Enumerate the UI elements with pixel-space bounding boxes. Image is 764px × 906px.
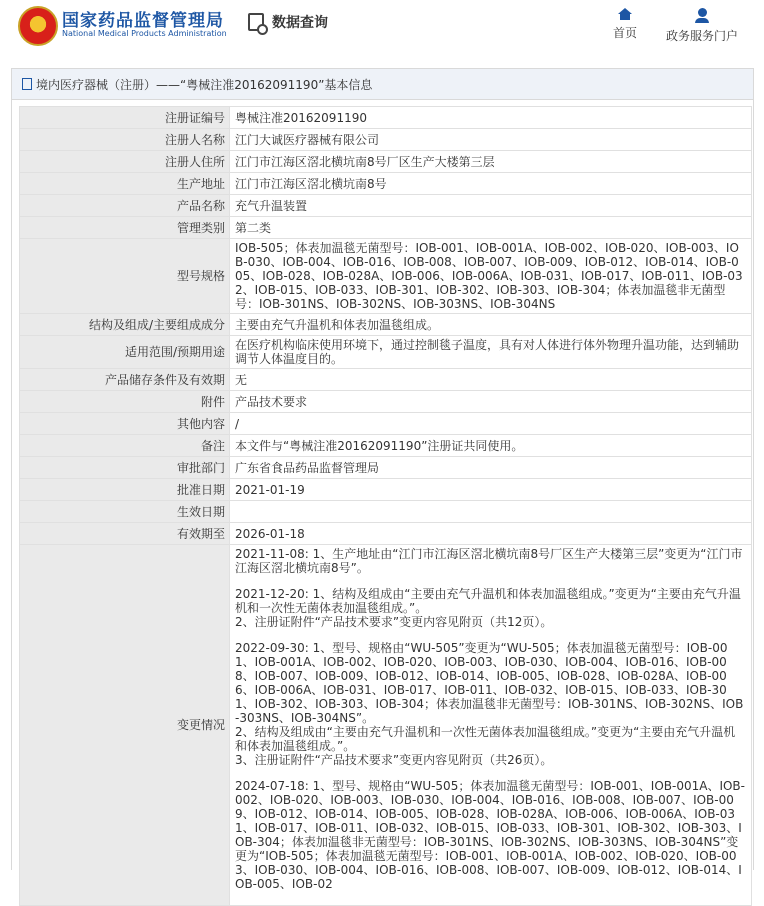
field-label: 产品储存条件及有效期	[20, 369, 230, 391]
field-value: 2026-01-18	[230, 523, 752, 545]
field-value: 本文件与“粤械注准20162091190”注册证共同使用。	[230, 435, 752, 457]
field-value: 广东省食品药品监督管理局	[230, 457, 752, 479]
panel-title-text: 境内医疗器械（注册）——“粤械注准20162091190”基本信息	[36, 77, 373, 92]
field-value	[230, 501, 752, 523]
field-label: 有效期至	[20, 523, 230, 545]
field-label: 产品名称	[20, 195, 230, 217]
field-label: 附件	[20, 391, 230, 413]
field-value: 充气升温装置	[230, 195, 752, 217]
field-label: 备注	[20, 435, 230, 457]
table-row	[20, 336, 752, 369]
panel-title	[12, 69, 753, 100]
document-icon	[22, 78, 32, 90]
table-row	[20, 435, 752, 457]
site-header	[0, 0, 764, 56]
table-row	[20, 479, 752, 501]
field-label: 审批部门	[20, 457, 230, 479]
table-row	[20, 239, 752, 314]
data-query-label: 数据查询	[272, 15, 328, 31]
table-row	[20, 413, 752, 435]
field-label: 生效日期	[20, 501, 230, 523]
table-row	[20, 173, 752, 195]
table-row	[20, 151, 752, 173]
change-entry: 2021-11-08: 1、生产地址由“江门市江海区滘北横坑南8号厂区生产大楼第三层”变更为“江门市江海区滘北横坑南8号”。	[235, 547, 743, 575]
site-logo-title[interactable]: 国家药品监督管理局	[62, 11, 224, 31]
field-label: 其他内容	[20, 413, 230, 435]
table-row	[20, 457, 752, 479]
site-logo-subtitle: National Medical Products Administration	[62, 29, 227, 38]
field-label: 型号规格	[20, 239, 230, 314]
field-value: 在医疗机构临床使用环境下，通过控制毯子温度，具有对人体进行体外物理升温功能，达到辅助调节人体温度目的。	[230, 336, 752, 369]
change-history	[230, 545, 752, 906]
field-label: 批准日期	[20, 479, 230, 501]
change-entry: 2024-07-18: 1、型号、规格由“WU-505；体表加温毯无菌型号：IOB-001、IOB-001A、IOB-002、IOB-020、IOB-003、IOB-030、IOB-004、IOB-016、IOB-008、IOB-007、IOB-009、IOB-012、IOB-014、IOB-005、IOB-028、IOB-028A、IOB-006、IOB-006A、IOB-031、IOB-017、IOB-011、IOB-032、IOB-015、IOB-033、IOB-301、IOB-302、IOB-303、IOB-304；体表加温毯非无菌型号：IOB-301NS、IOB-302NS、IOB-303NS、IOB-304NS”变更为“IOB-505；体表加温毯无菌型号：IOB-001、IOB-001A、IOB-002、IOB-020、IOB-003、IOB-030、IOB-004、IOB-016、IOB-008、IOB-007、IOB-009、IOB-012、IOB-014、IOB-005、IOB-02	[235, 779, 745, 891]
field-label: 结构及组成/主要组成成分	[20, 314, 230, 336]
field-value: 江门大诚医疗器械有限公司	[230, 129, 752, 151]
device-info-table	[19, 106, 752, 906]
nav-home-label: 首页	[612, 26, 637, 40]
table-row	[20, 369, 752, 391]
table-row-changes	[20, 545, 752, 906]
table-row	[20, 501, 752, 523]
change-entry: 2022-09-30: 1、型号、规格由“WU-505”变更为“WU-505；体表加温毯无菌型号：IOB-001、IOB-001A、IOB-002、IOB-020、IOB-003、IOB-030、IOB-004、IOB-016、IOB-008、IOB-007、IOB-009、IOB-012、IOB-014、IOB-005、IOB-028、IOB-028A、IOB-006、IOB-006A、IOB-031、IOB-017、IOB-011、IOB-032、IOB-015、IOB-033、IOB-301、IOB-302、IOB-303、IOB-304；体表加温毯非无菌型号：IOB-301NS、IOB-302NS、IOB-303NS、IOB-304NS”。 2、结构及组成由“主要由充气升温机和一次性无菌体表加温毯组成。”变更为“主要由充气升温机和体表加温毯组成。”。 3、注册证附件“产品技术要求”变更内容见附页（共26页）。	[235, 641, 744, 767]
field-label: 注册证编号	[20, 107, 230, 129]
table-row	[20, 391, 752, 413]
user-icon	[698, 8, 707, 17]
field-value: 产品技术要求	[230, 391, 752, 413]
field-label: 注册人住所	[20, 151, 230, 173]
field-value: 主要由充气升温机和体表加温毯组成。	[230, 314, 752, 336]
detail-panel	[11, 68, 754, 891]
table-row	[20, 107, 752, 129]
field-label: 适用范围/预期用途	[20, 336, 230, 369]
field-label: 变更情况	[20, 545, 230, 906]
field-value: 江门市江海区滘北横坑南8号	[230, 173, 752, 195]
table-row	[20, 195, 752, 217]
table-row	[20, 523, 752, 545]
table-row	[20, 129, 752, 151]
nav-portal-label: 政务服务门户	[665, 29, 738, 43]
field-value: 粤械注准20162091190	[230, 107, 752, 129]
nav-gov-service-portal[interactable]	[662, 8, 742, 44]
document-search-icon	[248, 13, 264, 31]
field-label: 生产地址	[20, 173, 230, 195]
field-value: 第二类	[230, 217, 752, 239]
change-entry: 2021-12-20: 1、结构及组成由“主要由充气升温机和体表加温毯组成。”变更为“主要由充气升温机和一次性无菌体表加温毯组成。”。 2、注册证附件“产品技术要求”变更内容见附页（共12页）。	[235, 587, 741, 629]
field-label: 注册人名称	[20, 129, 230, 151]
field-label: 管理类别	[20, 217, 230, 239]
national-emblem-icon[interactable]	[18, 6, 58, 46]
nav-home[interactable]	[610, 8, 640, 41]
table-row	[20, 217, 752, 239]
field-value: 2021-01-19	[230, 479, 752, 501]
table-row	[20, 314, 752, 336]
field-value: 江门市江海区滘北横坑南8号厂区生产大楼第三层	[230, 151, 752, 173]
data-query-link[interactable]	[248, 12, 328, 32]
field-value: 无	[230, 369, 752, 391]
field-value: IOB-505；体表加温毯无菌型号：IOB-001、IOB-001A、IOB-002、IOB-020、IOB-003、IOB-030、IOB-004、IOB-016、IOB-008、IOB-007、IOB-009、IOB-012、IOB-014、IOB-005、IOB-028、IOB-028A、IOB-006、IOB-006A、IOB-031、IOB-017、IOB-011、IOB-032、IOB-015、IOB-033、IOB-301、IOB-302、IOB-303、IOB-304；体表加温毯非无菌型号：IOB-301NS、IOB-302NS、IOB-303NS、IOB-304NS	[230, 239, 752, 314]
field-value: /	[230, 413, 752, 435]
